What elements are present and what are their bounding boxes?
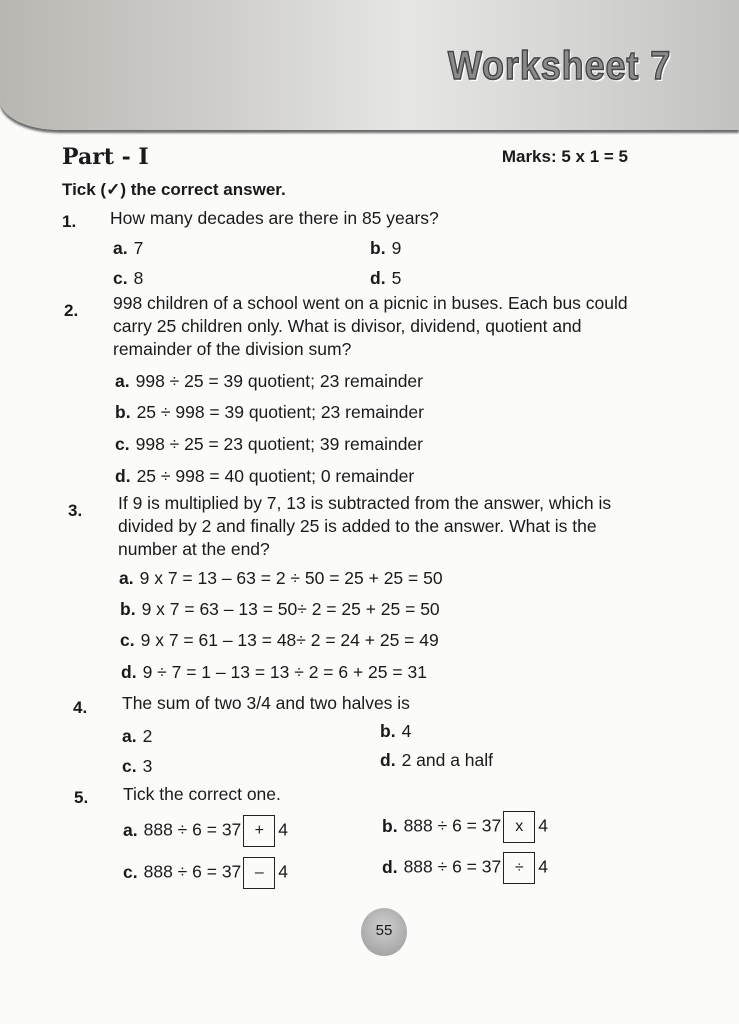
option-label: b.	[115, 402, 131, 422]
option-text: 9 x 7 = 61 – 13 = 48÷ 2 = 24 + 25 = 49	[140, 630, 439, 650]
option-end: 4	[278, 861, 289, 882]
option[interactable]	[120, 599, 440, 620]
question-number: 5.	[74, 788, 89, 807]
part-title: Part - I	[62, 144, 149, 170]
option-label: b.	[120, 599, 136, 619]
option[interactable]	[115, 466, 414, 487]
option-text: 998 ÷ 25 = 39 quotient; 23 remainder	[135, 371, 423, 391]
option-label: c.	[123, 861, 138, 882]
option[interactable]	[370, 268, 401, 289]
question-text-line: remainder of the division sum?	[113, 339, 352, 359]
option[interactable]	[113, 268, 143, 289]
option-label: a.	[113, 238, 128, 258]
option-label: c.	[113, 268, 128, 288]
option-label: d.	[370, 268, 386, 288]
option[interactable]	[121, 662, 427, 683]
option-label: a.	[122, 726, 137, 746]
option-end: 4	[538, 856, 548, 877]
option-end: 4	[278, 819, 289, 840]
option-expression: 888 ÷ 6 = 37	[143, 861, 242, 882]
operator-box[interactable]: x	[503, 811, 535, 843]
header-banner	[0, 0, 739, 130]
page-number: 55	[361, 908, 407, 956]
option[interactable]	[119, 568, 443, 589]
option-label: d.	[380, 750, 396, 770]
option[interactable]	[380, 750, 493, 771]
option[interactable]	[120, 630, 439, 651]
option-expression: 888 ÷ 6 = 37	[403, 815, 502, 836]
worksheet-title: Worksheet 7	[447, 44, 671, 88]
option[interactable]	[123, 857, 288, 889]
option[interactable]	[382, 811, 548, 843]
option-text: 5	[391, 268, 402, 288]
question-number: 4.	[73, 698, 88, 717]
option[interactable]	[123, 815, 288, 847]
option-text: 9	[391, 238, 402, 258]
option[interactable]	[115, 402, 424, 423]
option-text: 4	[401, 721, 412, 741]
option[interactable]	[113, 238, 143, 259]
option-text: 9 ÷ 7 = 1 – 13 = 13 ÷ 2 = 6 + 25 = 31	[142, 662, 427, 682]
option-label: a.	[115, 371, 130, 391]
option-expression: 888 ÷ 6 = 37	[143, 819, 242, 840]
option-expression: 888 ÷ 6 = 37	[403, 856, 502, 877]
option-text: 998 ÷ 25 = 23 quotient; 39 remainder	[135, 434, 423, 454]
option-text: 25 ÷ 998 = 40 quotient; 0 remainder	[136, 466, 415, 486]
operator-box[interactable]: +	[243, 815, 275, 847]
option-text: 3	[142, 756, 153, 776]
option[interactable]	[370, 238, 401, 259]
question-number: 1.	[62, 212, 77, 231]
question-number: 2.	[64, 301, 79, 320]
option-label: c.	[122, 756, 137, 776]
question-text: Tick the correct one.	[123, 784, 281, 804]
question-text-line: divided by 2 and finally 25 is added to the answer. What is the	[118, 516, 597, 536]
option[interactable]	[382, 852, 548, 884]
option-text: 25 ÷ 998 = 39 quotient; 23 remainder	[136, 402, 424, 422]
question-number: 3.	[68, 501, 83, 520]
option-label: b.	[380, 721, 396, 741]
option-text: 9 x 7 = 13 – 63 = 2 ÷ 50 = 25 + 25 = 50	[139, 568, 443, 588]
option-label: a.	[119, 568, 134, 588]
option-label: c.	[120, 630, 135, 650]
option-text: 2 and a half	[401, 750, 494, 770]
option[interactable]	[122, 726, 152, 747]
operator-box[interactable]: –	[243, 857, 275, 889]
option[interactable]	[380, 721, 411, 742]
option-text: 7	[133, 238, 144, 258]
option-end: 4	[538, 815, 548, 836]
option-text: 2	[142, 726, 153, 746]
option-text: 8	[133, 268, 144, 288]
option[interactable]	[122, 756, 152, 777]
question-text-line: carry 25 children only. What is divisor, dividend, quotient and	[113, 316, 582, 336]
operator-box[interactable]: ÷	[503, 852, 535, 884]
option-label: d.	[382, 856, 398, 877]
question-text-line: 998 children of a school went on a picnic in buses. Each bus could	[113, 293, 628, 313]
question-text-line: If 9 is multiplied by 7, 13 is subtracted from the answer, which is	[118, 493, 612, 513]
option-label: a.	[123, 819, 138, 840]
question-text: The sum of two 3/4 and two halves is	[122, 693, 410, 713]
question-text-line: number at the end?	[118, 539, 270, 559]
option[interactable]	[115, 371, 423, 392]
option-label: d.	[121, 662, 137, 682]
instruction: Tick (✓) the correct answer.	[62, 180, 286, 199]
option-label: b.	[370, 238, 386, 258]
option-text: 9 x 7 = 63 – 13 = 50÷ 2 = 25 + 25 = 50	[141, 599, 440, 619]
option-label: c.	[115, 434, 130, 454]
marks-label: Marks: 5 x 1 = 5	[501, 147, 628, 166]
option-label: b.	[382, 815, 398, 836]
question-text: How many decades are there in 85 years?	[110, 208, 439, 228]
option-label: d.	[115, 466, 131, 486]
option[interactable]	[115, 434, 423, 455]
